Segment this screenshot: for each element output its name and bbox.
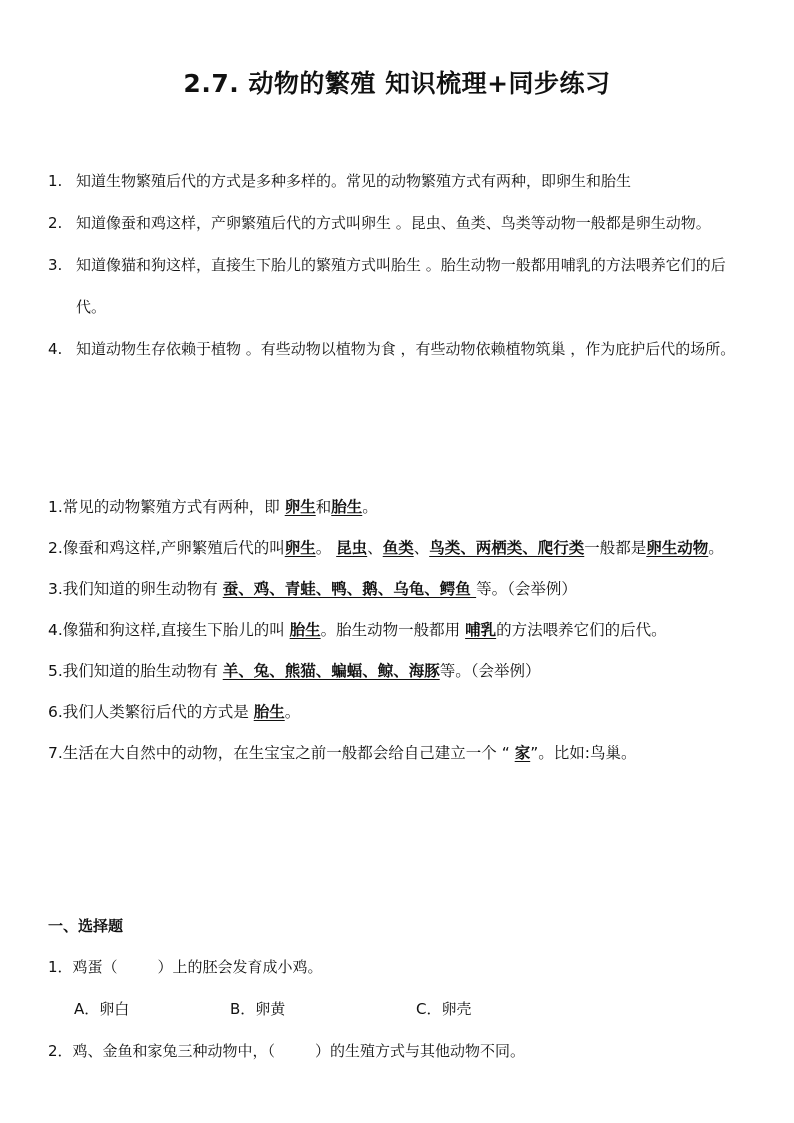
point-text: 4.像猫和狗这样,直接生下胎儿的叫 bbox=[48, 621, 290, 639]
section-heading: 一、选择题 bbox=[48, 917, 124, 935]
point-answer: 胎生 bbox=[253, 703, 285, 721]
question-2 bbox=[48, 1030, 748, 1072]
knowledge-point-3 bbox=[48, 569, 748, 610]
objective-number: 3. bbox=[48, 256, 63, 274]
point-text: ”。比如:鸟巢。 bbox=[530, 744, 637, 762]
objective-text: 知道生物繁殖后代的方式是多种多样的。常见的动物繁殖方式有两种，即卵生和胎生 bbox=[76, 172, 632, 190]
point-text: 一般都是 bbox=[584, 539, 647, 557]
objective-text: 知道像猫和狗这样，直接生下胎儿的繁殖方式叫胎生 。胎生动物一般都用哺乳的方法喂养它们的后代。 bbox=[76, 256, 726, 316]
point-answer: 鱼类 bbox=[382, 539, 414, 557]
point-answer: 卵生动物 bbox=[646, 539, 709, 557]
point-text: 1.常见的动物繁殖方式有两种，即 bbox=[48, 498, 285, 516]
point-text: 等。（会举例） bbox=[476, 580, 577, 598]
objective-text: 知道动物生存依赖于植物 。有些动物以植物为食 ，有些动物依赖植物筑巢 ，作为庇护后代的场所。 bbox=[76, 340, 736, 358]
knowledge-point-5 bbox=[48, 651, 748, 692]
point-text: 5.我们知道的胎生动物有 bbox=[48, 662, 223, 680]
point-answer: 胎生 bbox=[331, 498, 363, 516]
point-text: 。胎生动物一般都用 bbox=[320, 621, 466, 639]
point-text: 2.像蚕和鸡这样,产卵繁殖后代的叫 bbox=[48, 539, 285, 557]
learning-objectives bbox=[48, 160, 748, 370]
point-answer: 家 bbox=[514, 744, 531, 762]
point-answer: 哺乳 bbox=[465, 621, 497, 639]
point-text: 、 bbox=[367, 539, 383, 557]
objective-item bbox=[48, 244, 748, 328]
point-text: 。 bbox=[284, 703, 301, 721]
objective-number: 4. bbox=[48, 340, 63, 358]
point-answer: 蚕、鸡、青蛙、鸭、鹅、乌龟、鳄鱼 bbox=[222, 580, 477, 598]
point-answer: 卵生 bbox=[284, 498, 316, 516]
point-text: 7.生活在大自然中的动物，在生宝宝之前一般都会给自己建立一个 “ bbox=[48, 744, 515, 762]
objective-text: 知道像蚕和鸡这样，产卵繁殖后代的方式叫卵生 。昆虫、鱼类、鸟类等动物一般都是卵生动物。 bbox=[76, 214, 711, 232]
option-c[interactable]: C．卵壳 bbox=[416, 1000, 472, 1018]
point-answer: 卵生 bbox=[284, 539, 316, 557]
objective-number: 2. bbox=[48, 214, 63, 232]
point-answer: 胎生 bbox=[289, 621, 321, 639]
question-text: 2．鸡、金鱼和家兔三种动物中，（ bbox=[48, 1042, 276, 1060]
point-answer: 鸟类、两栖类、爬行类 bbox=[429, 539, 585, 557]
point-text: 6.我们人类繁衍后代的方式是 bbox=[48, 703, 254, 721]
point-answer: 昆虫 bbox=[336, 539, 368, 557]
option-b[interactable]: B．卵黄 bbox=[230, 1000, 286, 1018]
point-text: 3.我们知道的卵生动物有 bbox=[48, 580, 223, 598]
objective-item bbox=[48, 160, 748, 202]
knowledge-point-1 bbox=[48, 487, 748, 528]
point-text: 等。（会举例） bbox=[439, 662, 541, 680]
point-text: 。 bbox=[362, 498, 378, 516]
knowledge-point-2 bbox=[48, 528, 748, 569]
question-text: 1．鸡蛋（ bbox=[48, 958, 118, 976]
question-1 bbox=[48, 946, 748, 988]
objective-item bbox=[48, 328, 748, 370]
question-text: ）的生殖方式与其他动物不同。 bbox=[315, 1042, 526, 1060]
point-text: 和 bbox=[315, 498, 332, 516]
point-answer: 羊、兔、熊猫、蝙蝠、鲸、海豚 bbox=[222, 662, 440, 680]
knowledge-point-4 bbox=[48, 610, 748, 651]
point-text: 。 bbox=[315, 539, 337, 557]
question-text: ）上的胚会发育成小鸡。 bbox=[157, 958, 323, 976]
exercise-section bbox=[48, 906, 748, 1072]
knowledge-point-6 bbox=[48, 692, 748, 733]
objective-item bbox=[48, 202, 748, 244]
option-a[interactable]: A．卵白 bbox=[74, 1000, 130, 1018]
point-text: 的方法喂养它们的后代。 bbox=[496, 621, 667, 639]
page-title: 2.7. 动物的繁殖 知识梳理+同步练习 bbox=[183, 69, 611, 98]
knowledge-points bbox=[48, 487, 748, 774]
point-text: 、 bbox=[413, 539, 430, 557]
question-1-options bbox=[48, 988, 748, 1030]
objective-number: 1. bbox=[48, 172, 63, 190]
knowledge-point-7 bbox=[48, 733, 748, 774]
point-text: 。 bbox=[708, 539, 724, 557]
